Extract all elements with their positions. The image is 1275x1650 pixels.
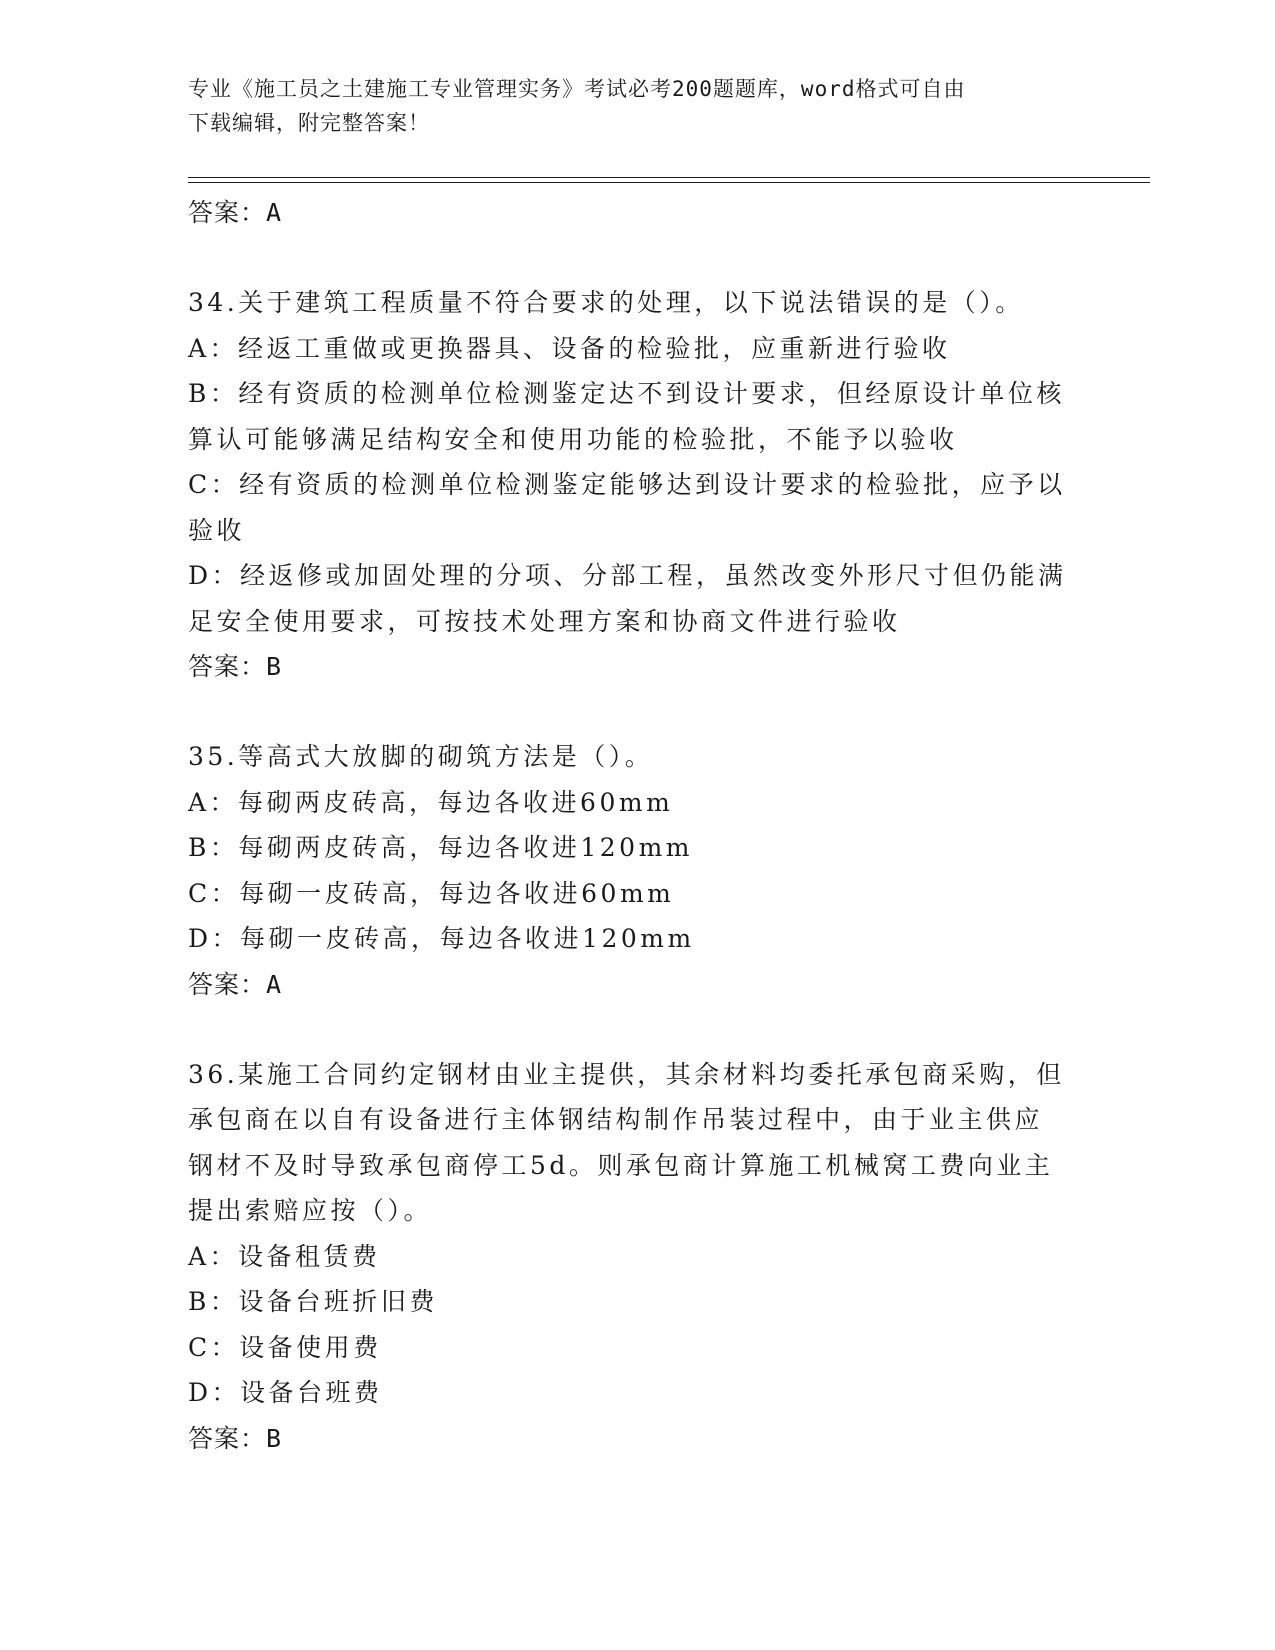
spacer — [188, 236, 1088, 280]
option-c: C：每砌一皮砖高，每边各收进60mm — [188, 878, 675, 908]
option-a: A：每砌两皮砖高，每边各收进60mm — [188, 787, 674, 817]
option-d: D：经返修或加固处理的分项、分部工程，虽然改变外形尺寸但仍能满 — [188, 561, 1067, 590]
header-divider-top — [188, 177, 1150, 178]
answer: 答案：B — [188, 1423, 283, 1453]
page-header — [188, 72, 1088, 140]
answer: 答案：B — [188, 652, 283, 681]
spacer — [188, 1008, 1088, 1052]
option-b: B：经有资质的检测单位检测鉴定达不到设计要求，但经原设计单位核 — [188, 379, 1065, 408]
question-list — [188, 190, 1088, 1462]
option-d-continued: 足安全使用要求，可按技术处理方案和协商文件进行验收 — [188, 606, 901, 636]
option-d: D：每砌一皮砖高，每边各收进120mm — [188, 924, 695, 953]
header-line-2: 下载编辑，附完整答案！ — [188, 111, 430, 135]
question-stem-continued: 承包商在以自有设备进行主体钢结构制作吊装过程中，由于业主供应 — [188, 1105, 1044, 1134]
option-c-continued: 验收 — [188, 515, 246, 545]
option-b: B：每砌两皮砖高，每边各收进120mm — [188, 833, 694, 862]
header-divider-bottom — [188, 182, 1150, 183]
previous-answer: 答案：A — [188, 198, 283, 227]
answer: 答案：A — [188, 969, 283, 999]
question-36 — [188, 1052, 1088, 1462]
question-34 — [188, 280, 1088, 690]
question-stem: 34.关于建筑工程质量不符合要求的处理，以下说法错误的是（）。 — [188, 288, 1024, 317]
header-line-1: 专业《施工员之土建施工专业管理实务》考试必考200题题库，word格式可自由 — [188, 77, 966, 101]
spacer — [188, 690, 1088, 734]
option-c: C：设备使用费 — [188, 1332, 382, 1362]
option-c: C：经有资质的检测单位检测鉴定能够达到设计要求的检验批，应予以 — [188, 470, 1066, 499]
question-stem-continued: 钢材不及时导致承包商停工5d。则承包商计算施工机械窝工费向业主 — [188, 1150, 1054, 1180]
option-b: B：设备台班折旧费 — [188, 1287, 438, 1316]
option-d: D：设备台班费 — [188, 1378, 383, 1407]
question-35 — [188, 734, 1088, 1008]
option-a: A：经返工重做或更换器具、设备的检验批，应重新进行验收 — [188, 333, 951, 363]
question-stem: 36.某施工合同约定钢材由业主提供，其余材料均委托承包商采购，但 — [188, 1059, 1065, 1089]
option-b-continued: 算认可能够满足结构安全和使用功能的检验批，不能予以验收 — [188, 424, 958, 454]
option-a: A：设备租赁费 — [188, 1241, 381, 1271]
question-stem: 35.等高式大放脚的砌筑方法是（）。 — [188, 742, 654, 771]
question-stem-continued: 提出索赔应按（）。 — [188, 1196, 433, 1225]
